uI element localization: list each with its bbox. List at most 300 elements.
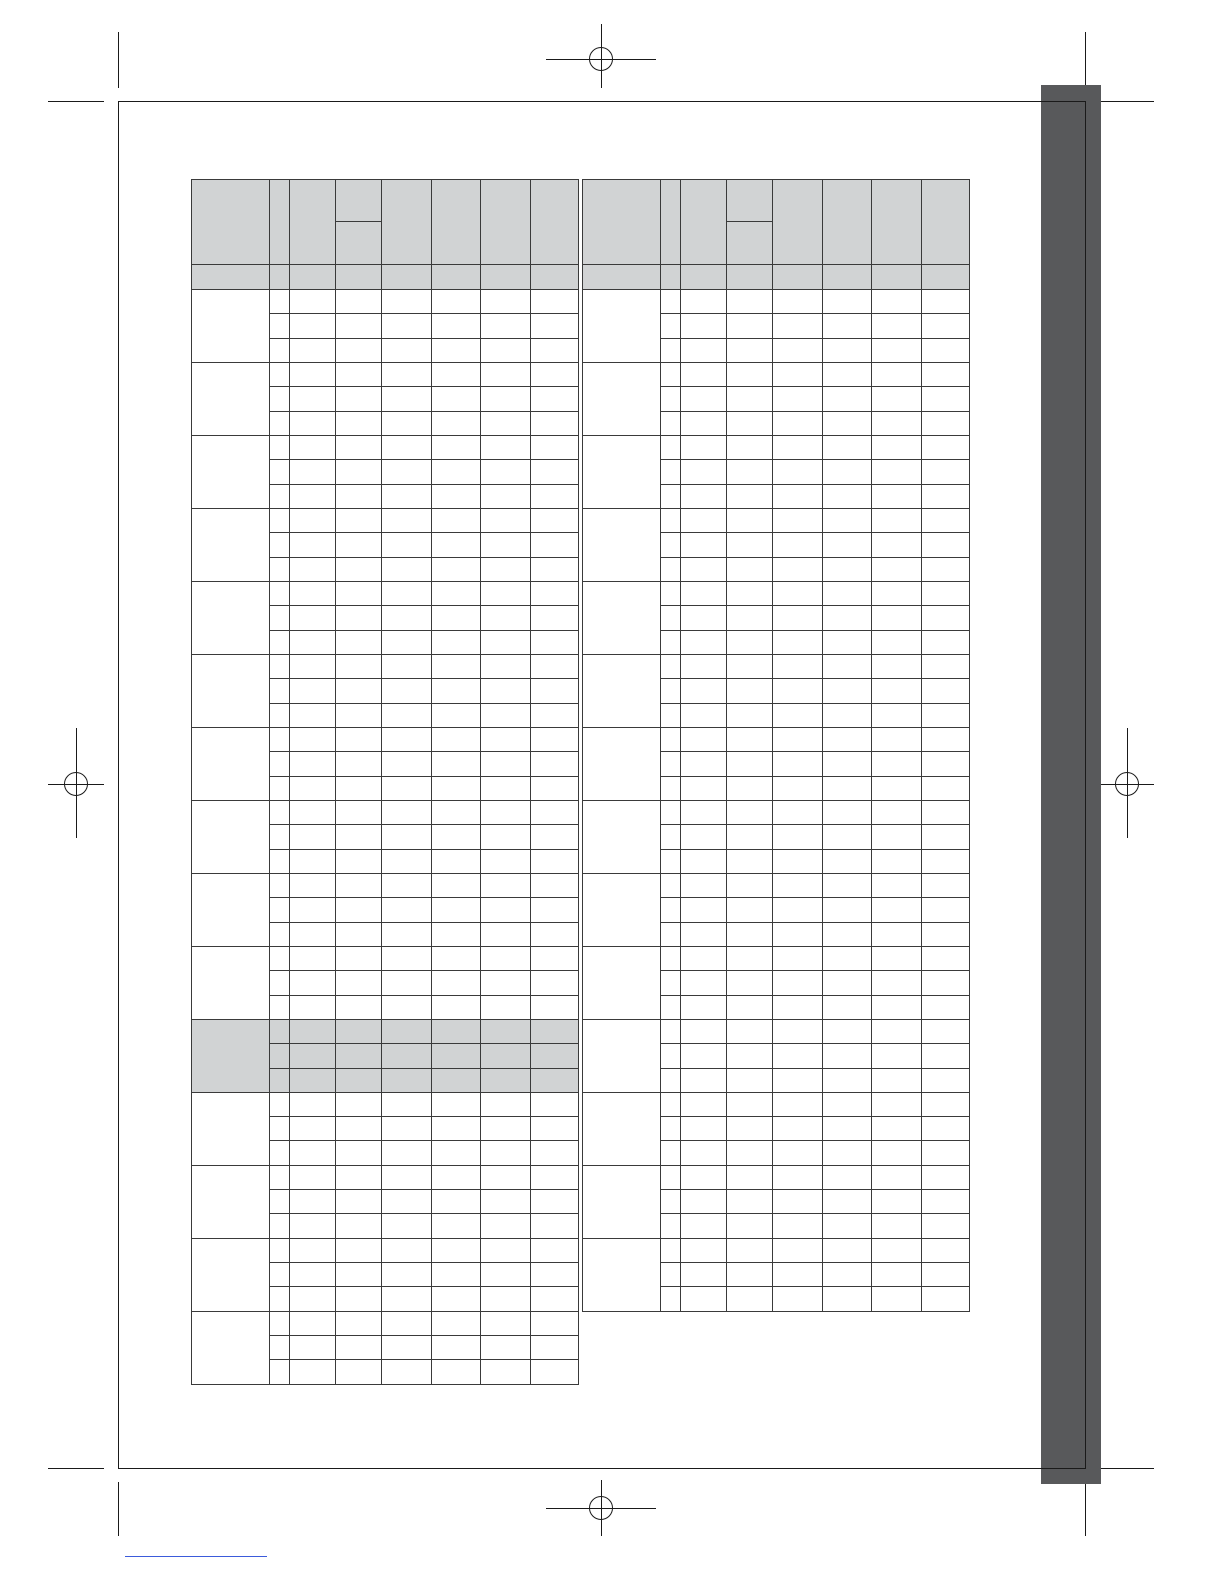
table-cell (727, 1092, 773, 1116)
table-cell (922, 995, 970, 1019)
table-cell (661, 435, 681, 459)
table-cell (823, 1068, 872, 1092)
group-label-cell (192, 727, 270, 800)
table-cell (823, 654, 872, 678)
table-cell (290, 971, 336, 995)
table-cell (727, 411, 773, 435)
table-cell (661, 1238, 681, 1262)
group-label-cell (583, 362, 661, 435)
table-cell (661, 679, 681, 703)
table-cell (922, 873, 970, 897)
table-cell (336, 508, 382, 532)
table-cell (270, 1190, 290, 1214)
table-cell (382, 1238, 432, 1262)
table-cell (661, 1263, 681, 1287)
table-cell (382, 752, 432, 776)
table-cell (481, 1044, 531, 1068)
table-cell (823, 898, 872, 922)
table-cell (823, 460, 872, 484)
table-cell (823, 314, 872, 338)
table-cell (531, 995, 579, 1019)
table-cell (922, 290, 970, 314)
table-cell (432, 1117, 481, 1141)
table-cell (922, 727, 970, 751)
table-cell (481, 338, 531, 362)
table-cell (290, 1068, 336, 1092)
table-cell (290, 1117, 336, 1141)
table-cell (681, 1238, 727, 1262)
table-cell (481, 630, 531, 654)
table-cell (922, 314, 970, 338)
table-cell (336, 1117, 382, 1141)
table-cell (481, 1336, 531, 1360)
table-cell (531, 435, 579, 459)
table-cell (727, 606, 773, 630)
table-cell (290, 1214, 336, 1238)
table-row (192, 508, 579, 532)
table-cell (922, 1117, 970, 1141)
table-cell (681, 776, 727, 800)
table-cell (382, 946, 432, 970)
table-cell (531, 484, 579, 508)
table-cell (270, 533, 290, 557)
table-cell (481, 654, 531, 678)
table-cell (290, 435, 336, 459)
table-cell (681, 898, 727, 922)
group-label-cell (192, 1165, 270, 1238)
group-label-cell (583, 290, 661, 363)
table-cell (382, 727, 432, 751)
table-cell (681, 411, 727, 435)
table-cell (773, 1117, 823, 1141)
table-cell (727, 1141, 773, 1165)
table-cell (382, 1287, 432, 1311)
table-cell (661, 946, 681, 970)
table-cell (661, 411, 681, 435)
table-cell (823, 1044, 872, 1068)
table-row (192, 873, 579, 897)
table-cell (681, 752, 727, 776)
table-cell (336, 800, 382, 824)
table-cell (727, 849, 773, 873)
table-cell (481, 387, 531, 411)
table-cell (290, 581, 336, 605)
table-cell (481, 1287, 531, 1311)
table-cell (727, 1263, 773, 1287)
table-row (192, 581, 579, 605)
table-cell (773, 1214, 823, 1238)
table-cell (661, 1287, 681, 1311)
table-cell (270, 654, 290, 678)
table-cell (382, 1044, 432, 1068)
table-cell (336, 606, 382, 630)
table-cell (531, 533, 579, 557)
table-cell (773, 776, 823, 800)
table-cell (270, 1044, 290, 1068)
table-cell (773, 922, 823, 946)
table-cell (432, 1141, 481, 1165)
table-cell (290, 362, 336, 386)
table-cell (773, 1092, 823, 1116)
table-row (583, 1165, 970, 1189)
table-cell (432, 1336, 481, 1360)
table-cell (270, 776, 290, 800)
table-cell (773, 387, 823, 411)
table-cell (382, 1141, 432, 1165)
table-cell (727, 581, 773, 605)
table-cell (336, 776, 382, 800)
table-cell (773, 995, 823, 1019)
table-cell (872, 630, 922, 654)
table-cell (681, 581, 727, 605)
table-cell (481, 703, 531, 727)
table-cell (382, 898, 432, 922)
table-cell (773, 800, 823, 824)
table-cell (382, 314, 432, 338)
table-row (583, 800, 970, 824)
table-cell (290, 873, 336, 897)
table-cell (823, 338, 872, 362)
table-cell (270, 290, 290, 314)
crop-mark-bottom-right-v (1085, 1482, 1086, 1536)
table-cell (290, 922, 336, 946)
table-cell (481, 898, 531, 922)
table-cell (270, 484, 290, 508)
table-cell (661, 1044, 681, 1068)
table-cell (773, 1019, 823, 1043)
table-cell (872, 362, 922, 386)
table-cell (336, 825, 382, 849)
table-cell (336, 484, 382, 508)
table-cell (727, 290, 773, 314)
table-cell (432, 533, 481, 557)
table-cell (270, 362, 290, 386)
table-cell (872, 533, 922, 557)
table-cell (336, 873, 382, 897)
table-cell (432, 435, 481, 459)
table-cell (270, 1287, 290, 1311)
table-cell (823, 1117, 872, 1141)
table-cell (773, 1287, 823, 1311)
table-cell (823, 387, 872, 411)
table-cell (872, 581, 922, 605)
group-label-cell (583, 1238, 661, 1311)
table-cell (872, 679, 922, 703)
table-cell (872, 654, 922, 678)
table-cell (481, 825, 531, 849)
table-cell (922, 1287, 970, 1311)
table-cell (922, 898, 970, 922)
table-cell (481, 1068, 531, 1092)
table-cell (727, 362, 773, 386)
table-cell (531, 508, 579, 532)
table-cell (531, 581, 579, 605)
table-cell (382, 849, 432, 873)
table-cell (382, 825, 432, 849)
table-cell (531, 922, 579, 946)
table-cell (481, 752, 531, 776)
table-cell (432, 460, 481, 484)
table-row (583, 581, 970, 605)
table-cell (336, 922, 382, 946)
table-cell (270, 922, 290, 946)
table-cell (432, 1165, 481, 1189)
group-label-cell (192, 290, 270, 363)
table-cell (336, 557, 382, 581)
table-cell (432, 1263, 481, 1287)
table-cell (432, 606, 481, 630)
table-cell (773, 1238, 823, 1262)
table-cell (432, 849, 481, 873)
table-cell (531, 654, 579, 678)
table-cell (823, 703, 872, 727)
table-cell (432, 825, 481, 849)
table-cell (382, 387, 432, 411)
table-cell (290, 1360, 336, 1384)
table-cell (727, 387, 773, 411)
table-cell (773, 484, 823, 508)
table-cell (432, 1044, 481, 1068)
table-cell (382, 654, 432, 678)
table-row (192, 1165, 579, 1189)
table-cell (727, 1190, 773, 1214)
table-cell (290, 1238, 336, 1262)
table-cell (531, 1214, 579, 1238)
table-row (192, 800, 579, 824)
table-cell (922, 776, 970, 800)
table-cell (773, 630, 823, 654)
table-cell (922, 484, 970, 508)
table-cell (336, 654, 382, 678)
table-cell (481, 484, 531, 508)
group-label-cell (583, 727, 661, 800)
table-cell (922, 849, 970, 873)
table-cell (727, 435, 773, 459)
table-cell (531, 679, 579, 703)
table-cell (661, 1092, 681, 1116)
table-cell (681, 1092, 727, 1116)
group-label-cell (192, 1092, 270, 1165)
table-cell (823, 362, 872, 386)
table-cell (531, 1263, 579, 1287)
table-cell (773, 825, 823, 849)
table-cell (382, 1336, 432, 1360)
group-label-cell (583, 1092, 661, 1165)
table-cell (531, 703, 579, 727)
table-cell (382, 435, 432, 459)
table-cell (481, 873, 531, 897)
table-cell (661, 654, 681, 678)
table-row (192, 1238, 579, 1262)
table-row (192, 1092, 579, 1116)
table-cell (432, 581, 481, 605)
table-cell (681, 387, 727, 411)
table-cell (872, 776, 922, 800)
table-row (192, 654, 579, 678)
table-cell (481, 922, 531, 946)
table-cell (270, 898, 290, 922)
table-cell (872, 1044, 922, 1068)
table-cell (661, 557, 681, 581)
table-cell (823, 1190, 872, 1214)
table-subheader-row (192, 265, 579, 290)
table-cell (270, 1092, 290, 1116)
table-cell (922, 654, 970, 678)
table-cell (531, 800, 579, 824)
table-cell (336, 290, 382, 314)
table-cell (823, 752, 872, 776)
table-cell (382, 460, 432, 484)
table-cell (290, 606, 336, 630)
table-row (583, 946, 970, 970)
table-cell (290, 776, 336, 800)
table-cell (823, 484, 872, 508)
table-cell (290, 1311, 336, 1335)
table-cell (922, 630, 970, 654)
table-cell (727, 338, 773, 362)
table-cell (481, 460, 531, 484)
table-cell (727, 898, 773, 922)
table-cell (432, 362, 481, 386)
table-cell (290, 290, 336, 314)
table-cell (681, 971, 727, 995)
table-cell (773, 1190, 823, 1214)
table-cell (922, 1019, 970, 1043)
table-cell (290, 752, 336, 776)
table-cell (727, 679, 773, 703)
table-cell (531, 1068, 579, 1092)
table-cell (336, 1092, 382, 1116)
table-cell (270, 435, 290, 459)
table-cell (290, 1263, 336, 1287)
table-cell (336, 460, 382, 484)
table-cell (432, 654, 481, 678)
table-cell (270, 703, 290, 727)
table-cell (773, 290, 823, 314)
table-cell (661, 290, 681, 314)
table-cell (661, 800, 681, 824)
table-cell (823, 825, 872, 849)
table-cell (290, 460, 336, 484)
table-cell (290, 1165, 336, 1189)
group-label-cell (583, 508, 661, 581)
table-cell (922, 1141, 970, 1165)
table-row (583, 508, 970, 532)
table-cell (922, 825, 970, 849)
table-cell (336, 362, 382, 386)
table-cell (681, 435, 727, 459)
table-cell (432, 971, 481, 995)
table-cell (661, 508, 681, 532)
table-cell (432, 800, 481, 824)
table-cell (432, 922, 481, 946)
group-label-cell (192, 946, 270, 1019)
table-cell (823, 557, 872, 581)
table-cell (270, 338, 290, 362)
table-cell (336, 630, 382, 654)
crop-mark-top-right-v (1085, 32, 1086, 88)
table-cell (432, 727, 481, 751)
table-cell (727, 1068, 773, 1092)
table-cell (382, 1311, 432, 1335)
table-cell (531, 849, 579, 873)
table-cell (922, 1068, 970, 1092)
table-cell (681, 533, 727, 557)
table-cell (531, 873, 579, 897)
table-cell (823, 873, 872, 897)
table-cell (531, 752, 579, 776)
table-cell (922, 922, 970, 946)
table-header-row (192, 180, 579, 222)
table-cell (270, 849, 290, 873)
table-cell (270, 1019, 290, 1043)
table-cell (661, 1117, 681, 1141)
table-cell (531, 460, 579, 484)
table-cell (432, 557, 481, 581)
table-cell (336, 971, 382, 995)
table-cell (872, 1165, 922, 1189)
table-cell (531, 946, 579, 970)
table-row (583, 654, 970, 678)
table-cell (661, 387, 681, 411)
table-cell (872, 1214, 922, 1238)
table-cell (290, 849, 336, 873)
table-cell (290, 1287, 336, 1311)
table-cell (432, 946, 481, 970)
table-cell (481, 1117, 531, 1141)
table-cell (432, 679, 481, 703)
table-cell (270, 1238, 290, 1262)
table-cell (661, 606, 681, 630)
table-cell (872, 849, 922, 873)
table-cell (922, 435, 970, 459)
table-cell (661, 314, 681, 338)
table-cell (661, 1214, 681, 1238)
table-cell (661, 752, 681, 776)
table-cell (336, 1360, 382, 1384)
table-cell (432, 630, 481, 654)
table-cell (531, 971, 579, 995)
table-cell (681, 800, 727, 824)
table-cell (290, 654, 336, 678)
table-cell (872, 508, 922, 532)
table-cell (922, 752, 970, 776)
table-cell (681, 1068, 727, 1092)
table-row (192, 290, 579, 314)
table-cell (872, 1092, 922, 1116)
crop-mark-bottom-right-h (1100, 1468, 1154, 1469)
table-cell (922, 703, 970, 727)
table-cell (531, 898, 579, 922)
table-cell (872, 971, 922, 995)
table-cell (531, 606, 579, 630)
table-cell (823, 630, 872, 654)
table-cell (727, 1165, 773, 1189)
table-cell (922, 387, 970, 411)
table-cell (382, 362, 432, 386)
table-cell (336, 1044, 382, 1068)
table-cell (872, 1141, 922, 1165)
table-cell (823, 581, 872, 605)
table-cell (727, 873, 773, 897)
table-row (192, 362, 579, 386)
table-cell (727, 533, 773, 557)
table-cell (727, 727, 773, 751)
table-cell (290, 825, 336, 849)
table-cell (823, 508, 872, 532)
table-cell (531, 411, 579, 435)
table-cell (872, 873, 922, 897)
